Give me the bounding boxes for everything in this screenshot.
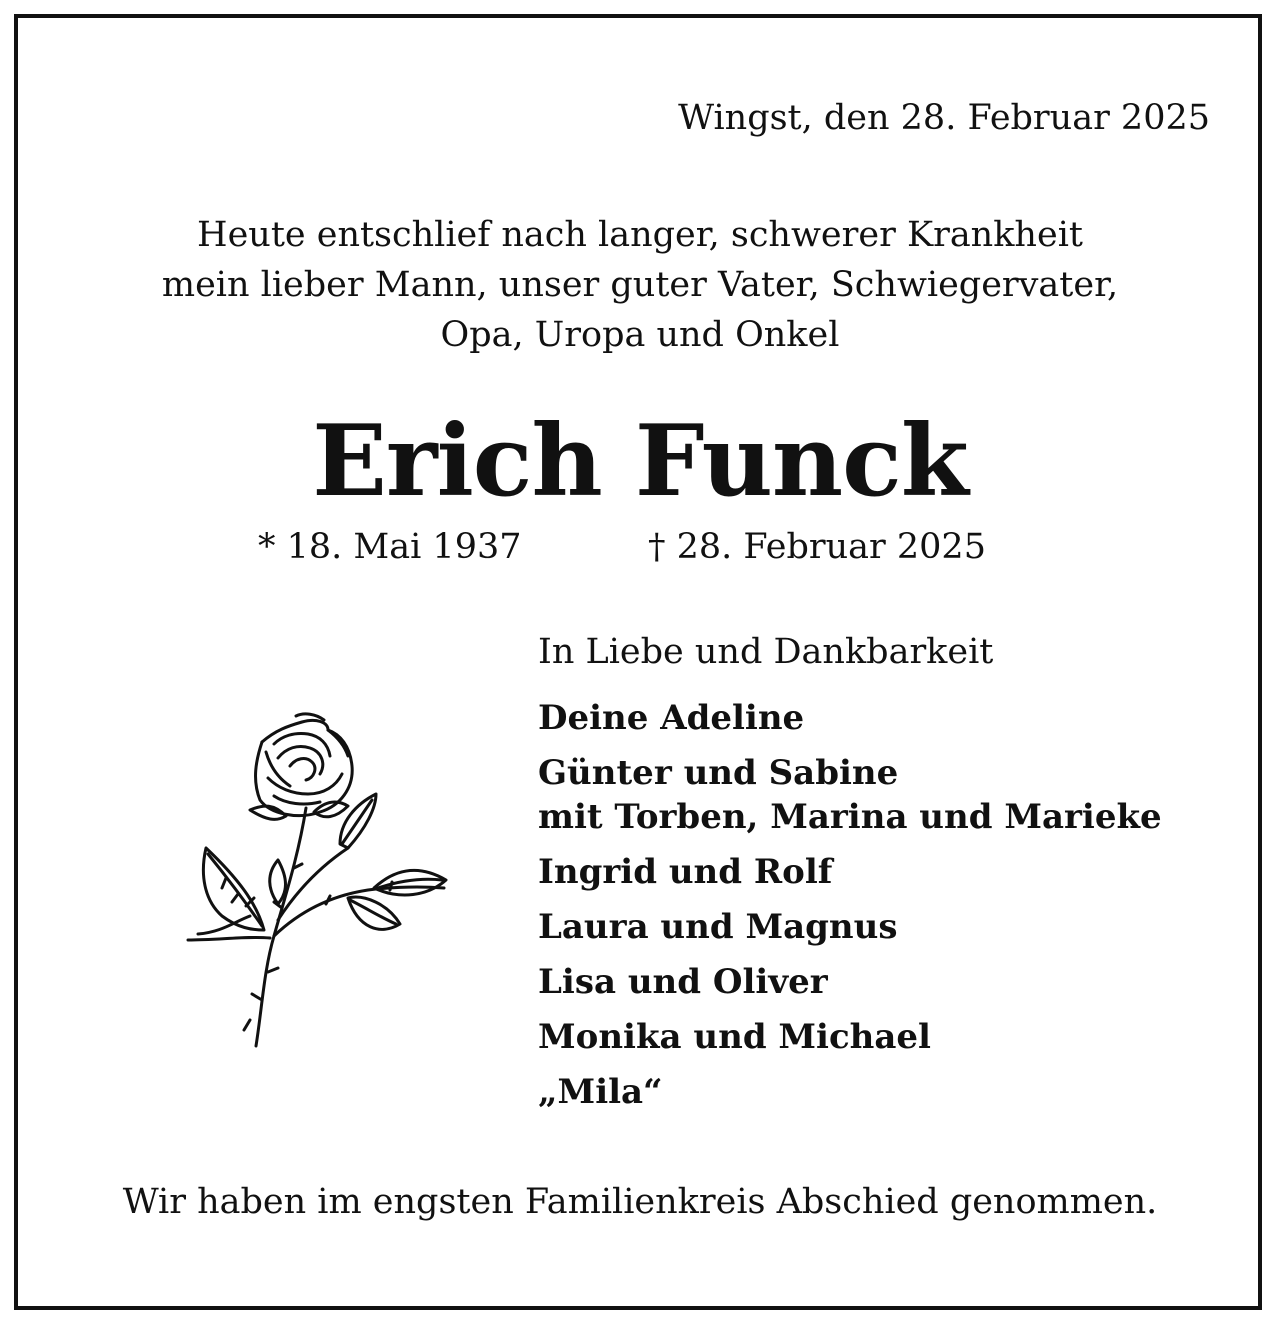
deceased-name: Erich Funck [312, 404, 968, 519]
intro-line: Opa, Uropa und Onkel [440, 315, 840, 355]
mourner-entry: Lisa und Oliver [538, 962, 828, 1002]
rose-icon [178, 708, 458, 1058]
mourners-list [538, 696, 1162, 1125]
mourner-entry: Monika und Michael [538, 1017, 931, 1057]
mourner-entry [538, 751, 1162, 839]
intro-text [0, 210, 1280, 360]
dedication-text: In Liebe und Dankbarkeit [538, 632, 994, 672]
birth-date: * 18. Mai 1937 [258, 527, 522, 567]
mourner-subline: mit Torben, Marina und Marieke [538, 797, 1162, 837]
mourner-name: Günter und Sabine [538, 753, 899, 793]
place-date: Wingst, den 28. Februar 2025 [678, 98, 1210, 138]
intro-line: Heute entschlief nach langer, schwerer Krankheit [197, 215, 1083, 255]
death-date: † 28. Februar 2025 [648, 527, 986, 567]
closing-text: Wir haben im engsten Familienkreis Abschied genommen. [122, 1182, 1158, 1222]
mourner-entry: Deine Adeline [538, 698, 805, 738]
mourner-entry: „Mila“ [538, 1072, 663, 1112]
mourner-entry: Laura und Magnus [538, 907, 898, 947]
mourner-entry: Ingrid und Rolf [538, 852, 833, 892]
intro-line: mein lieber Mann, unser guter Vater, Schwiegervater, [161, 265, 1119, 305]
